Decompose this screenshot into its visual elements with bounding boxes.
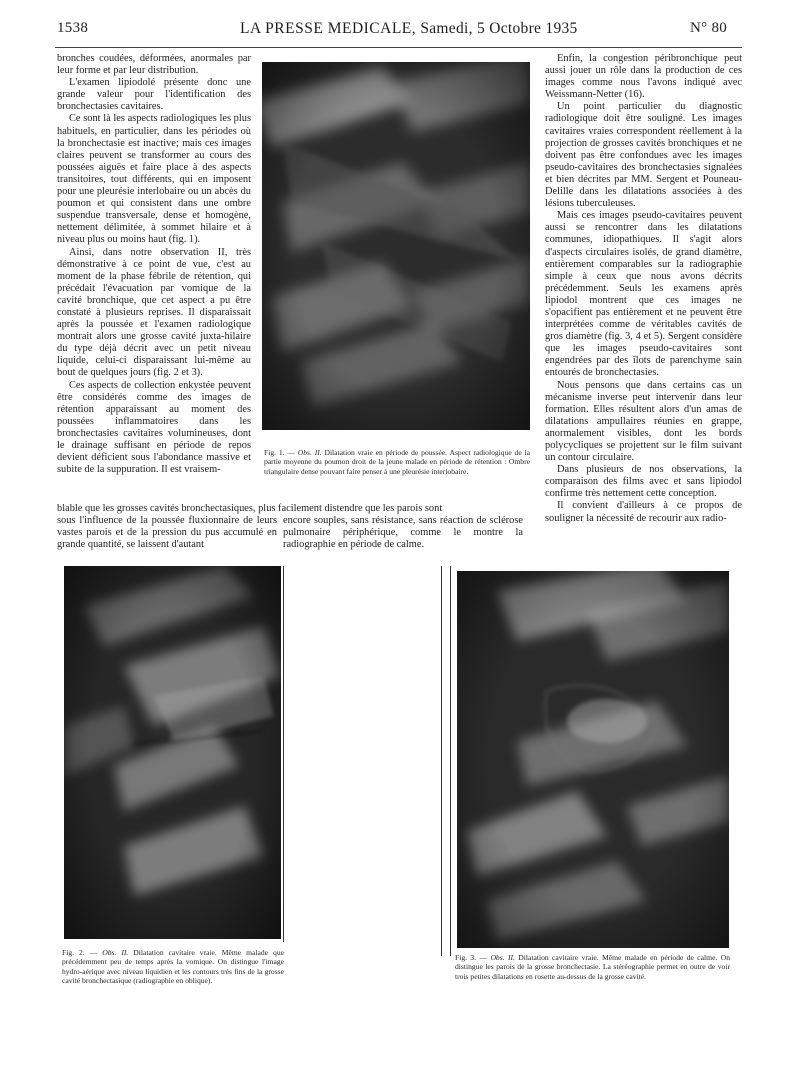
- caption-observation: Obs. II.: [102, 948, 129, 957]
- paragraph: Ce sont là les aspects radiologiques les plus habituels, en particulier, dans les périodes où la bronchectasie est inactive; mais ces images claires peuvent se transformer au cours des poussées aiguës et faire place à des aspects transitoires, tout différents, qui en imposent pour une pleurésie interlobaire ou un abcès du poumon et qui consistent dans une ombre suspendue transversale, dense et homogène, nettement délimitée, à sommet hilaire et à niveau plus ou moins haut (fig. 1).: [57, 113, 251, 246]
- radiograph-image: [262, 62, 530, 430]
- column-rule: [450, 566, 451, 956]
- paragraph: Dans plusieurs de nos observations, la comparaison des films avec et sans lipiodol confirme très nettement cette conception.: [545, 464, 742, 500]
- body-column-left: [57, 53, 251, 476]
- paragraph: Il convient d'ailleurs à ce propos de souligner la nécessité de recourir aux radio-: [545, 500, 742, 524]
- paragraph: Enfin, la congestion péribronchique peut aussi jouer un rôle dans la production de ces images comme nous l'avons indiqué avec Weissmann-Netter (16).: [545, 53, 742, 101]
- running-title: [240, 20, 578, 38]
- body-bridge-line: [57, 503, 523, 515]
- caption-observation: Obs. II.: [490, 953, 515, 962]
- caption-lead: Fig. 2. —: [62, 948, 103, 957]
- header-rule: [55, 47, 742, 48]
- issue-date: Samedi, 5 Octobre 1935: [420, 20, 578, 37]
- paragraph: Ainsi, dans notre observation II, très démonstrative à ce point de vue, c'est au moment de la phase fébrile de rétention, qui précédait l'évacuation par vomique de la cavité bronchique, que cet aspect a pu être constaté à plusieurs reprises. Il disparaissait après la poussée et l'examen radiologique montrait alors une grosse cavité juxta-hilaire du type déjà décrit avec un petit niveau liquide, celui-ci disparaissant lui-même au bout de quelques jours (fig. 2 et 3).: [57, 246, 251, 379]
- page-number: 1538: [57, 20, 89, 36]
- figure-1-caption: [264, 448, 530, 476]
- caption-lead: Fig. 1. —: [264, 448, 298, 457]
- body-column-left-lower: [57, 515, 277, 551]
- figure-2-radiograph: [64, 566, 281, 939]
- body-column-middle-lower: [283, 515, 523, 551]
- caption-lead: Fig. 3. —: [455, 953, 491, 962]
- radiograph-image: [64, 566, 281, 939]
- paragraph: encore souples, sans résistance, sans réaction de sclérose pulmonaire périphérique, comme le montre la radiographie en période de calme.: [283, 515, 523, 551]
- paragraph: L'examen lipiodolé présente donc une grande valeur pour l'identification des bronchectasies cavitaires.: [57, 77, 251, 113]
- figure-2-caption: [62, 948, 284, 986]
- column-rule: [283, 566, 284, 942]
- radiograph-image: [457, 571, 729, 948]
- paragraph: Un point particulier du diagnostic radiologique doit être souligné. Les images cavitaires vraies correspondent réellement à la projection de grosses cavités bronchiques et ne doivent pas être confondues avec les images pseudo-cavitaires des bronchectasies signalées et bien décrites par MM. Sergent et Pouneau-Delille dans les dilatations associées à des lésions tuberculeuses.: [545, 101, 742, 210]
- caption-text: Dilatation cavitaire vraie. Même malade que précédemment peu de temps après la vomique. On distingue l'image hydro-aérique avec niveau liquidien et les contours très fins de la grosse cavité bronchectasique (radiographie en oblique).: [62, 948, 284, 986]
- paragraph: bronches coudées, déformées, anormales par leur forme et par leur distribution.: [57, 53, 251, 77]
- paragraph: sous l'influence de la poussée fluxionnaire de leurs vastes parois et de la pression du pus accumulé en grande quantité, se laissent d'autant: [57, 515, 277, 551]
- paragraph: blable que les grosses cavités bronchectasiques, plus facilement distendre que les parois sont: [57, 503, 443, 514]
- paragraph: Ces aspects de collection enkystée peuvent être considérés comme des images de rétention apparaissant au moment des poussées inflammatoires dans les bronchectasies cavitaires volumineuses, dont le drainage suffisant en période de repos devient déficient sous l'abondance massive et subite de la suppuration. Il est vraisem-: [57, 379, 251, 476]
- journal-name: LA PRESSE MEDICALE,: [240, 20, 417, 37]
- issue-number: N° 80: [690, 20, 728, 36]
- caption-observation: Obs. II.: [297, 448, 322, 457]
- figure-1-radiograph: [262, 62, 530, 430]
- column-rule: [441, 566, 442, 956]
- figure-3-caption: [455, 953, 730, 981]
- caption-text: Dilatation cavitaire vraie. Même malade en période de calme. On distingue les parois de la grosse bronchectasie. La stéréographie permet en outre de voir trois petites dilatations en rosette au-dessus de la grosse cavité.: [455, 953, 730, 981]
- body-column-right: [545, 53, 742, 525]
- caption-text: Dilatation vraie en période de poussée. Aspect radiologique de la partie moyenne du poumon droit de la jeune malade en période de rétention : Ombre triangulaire dense pouvant faire penser à une pleurésie interlobaire.: [264, 448, 530, 476]
- paragraph: Nous pensons que dans certains cas un mécanisme inverse peut intervenir dans leur formation. Elles résultent alors d'un amas de dilatations ampullaires réunies en grappe, anormalement visibles, dont les bords polycycliques se projettent sur le film suivant un contour circulaire.: [545, 379, 742, 464]
- paragraph: Mais ces images pseudo-cavitaires peuvent aussi se rencontrer dans les dilatations communes, idiopathiques. Il s'agit alors d'aspects circulaires isolés, de grand diamètre, entièrement comparables sur la radiographie simple à ceux que nous avons décrits précédemment. Seuls les examens après lipiodol montrent que ces images ne s'opacifient pas entièrement et ne peuvent être interprétées comme de véritables cavités de gros diamètre (fig. 3, 4 et 5). Sergent considère que les images pseudo-cavitaires sont engendrées par des îlots de parenchyme sain entourés de bronchectasies.: [545, 210, 742, 379]
- figure-3-radiograph: [457, 571, 729, 948]
